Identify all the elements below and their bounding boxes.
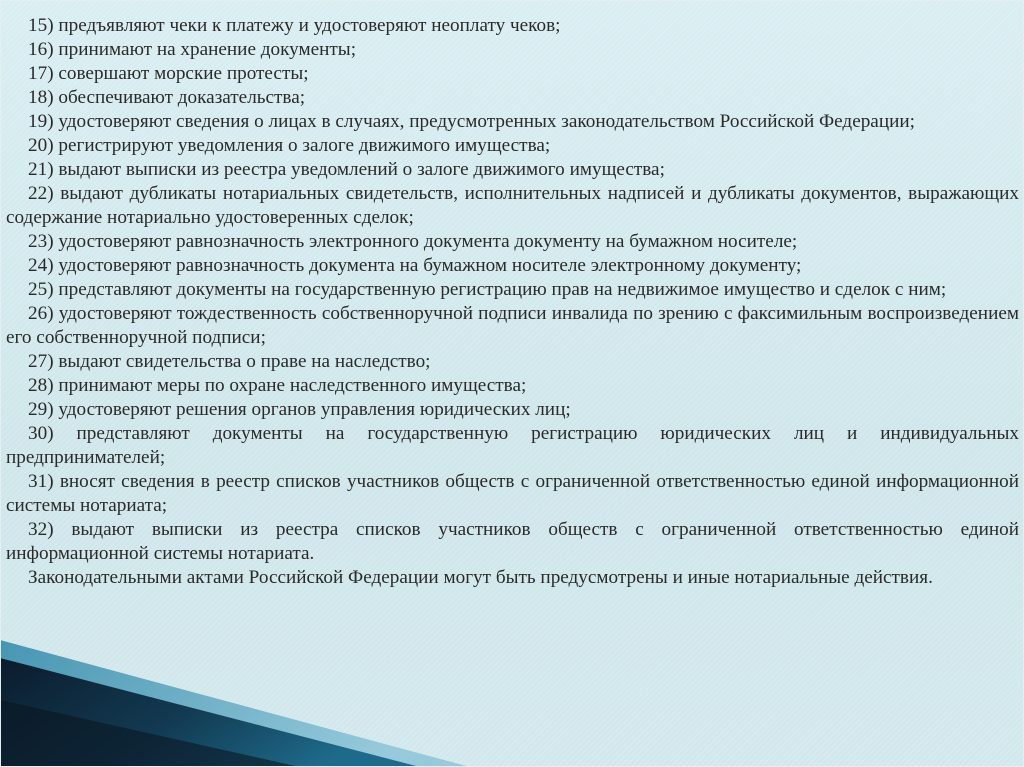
list-item: 21) выдают выписки из реестра уведомлений о залоге движимого имущества; [28, 159, 665, 180]
wedge-dark-shape [0, 658, 420, 767]
wedge-light-stripe [0, 640, 470, 767]
list-item: 20) регистрируют уведомления о залоге движимого имущества; [28, 135, 551, 156]
list-item: 16) принимают на хранение документы; [28, 39, 357, 60]
closing-paragraph: Законодательными актами Российской Федерации могут быть предусмотрены и иные нотариальные действия. [28, 567, 933, 588]
list-item: 19) удостоверяют сведения о лицах в случаях, предусмотренных законодательством Российской Федерации; [28, 111, 915, 132]
list-item: 22) выдают дубликаты нотариальных свидетельств, исполнительных надписей и дубликаты документов, выражающих содержание нотариально удостоверенных сделок; [6, 183, 1019, 228]
wedge-highlight [0, 700, 300, 767]
list-item: 23) удостоверяют равнозначность электронного документа документу на бумажном носителе; [28, 231, 798, 252]
list-item: 31) вносят сведения в реестр списков участников обществ с ограниченной ответственностью единой информационной системы нотариата; [6, 471, 1019, 516]
list-item: 30) представляют документы на государственную регистрацию юридических лиц и индивидуальных предпринимателей; [6, 423, 1019, 468]
list-item: 17) совершают морские протесты; [28, 63, 309, 84]
notarial-actions-list [6, 14, 1019, 590]
list-item: 29) удостоверяют решения органов управления юридических лиц; [28, 399, 571, 420]
list-item: 25) представляют документы на государственную регистрацию прав на недвижимое имущество и сделок с ним; [28, 279, 947, 300]
list-item: 32) выдают выписки из реестра списков участников обществ с ограниченной ответственностью единой информационной системы нотариата. [6, 519, 1019, 564]
list-item: 18) обеспечивают доказательства; [28, 87, 306, 108]
list-item: 26) удостоверяют тождественность собственноручной подписи инвалида по зрению с факсимильным воспроизведением его собственноручной подписи; [6, 303, 1019, 348]
list-item: 27) выдают свидетельства о праве на наследство; [28, 351, 431, 372]
list-item: 15) предъявляют чеки к платежу и удостоверяют неоплату чеков; [28, 15, 561, 36]
list-item: 24) удостоверяют равнозначность документа на бумажном носителе электронному документу; [28, 255, 802, 276]
list-item: 28) принимают меры по охране наследственного имущества; [28, 375, 527, 396]
